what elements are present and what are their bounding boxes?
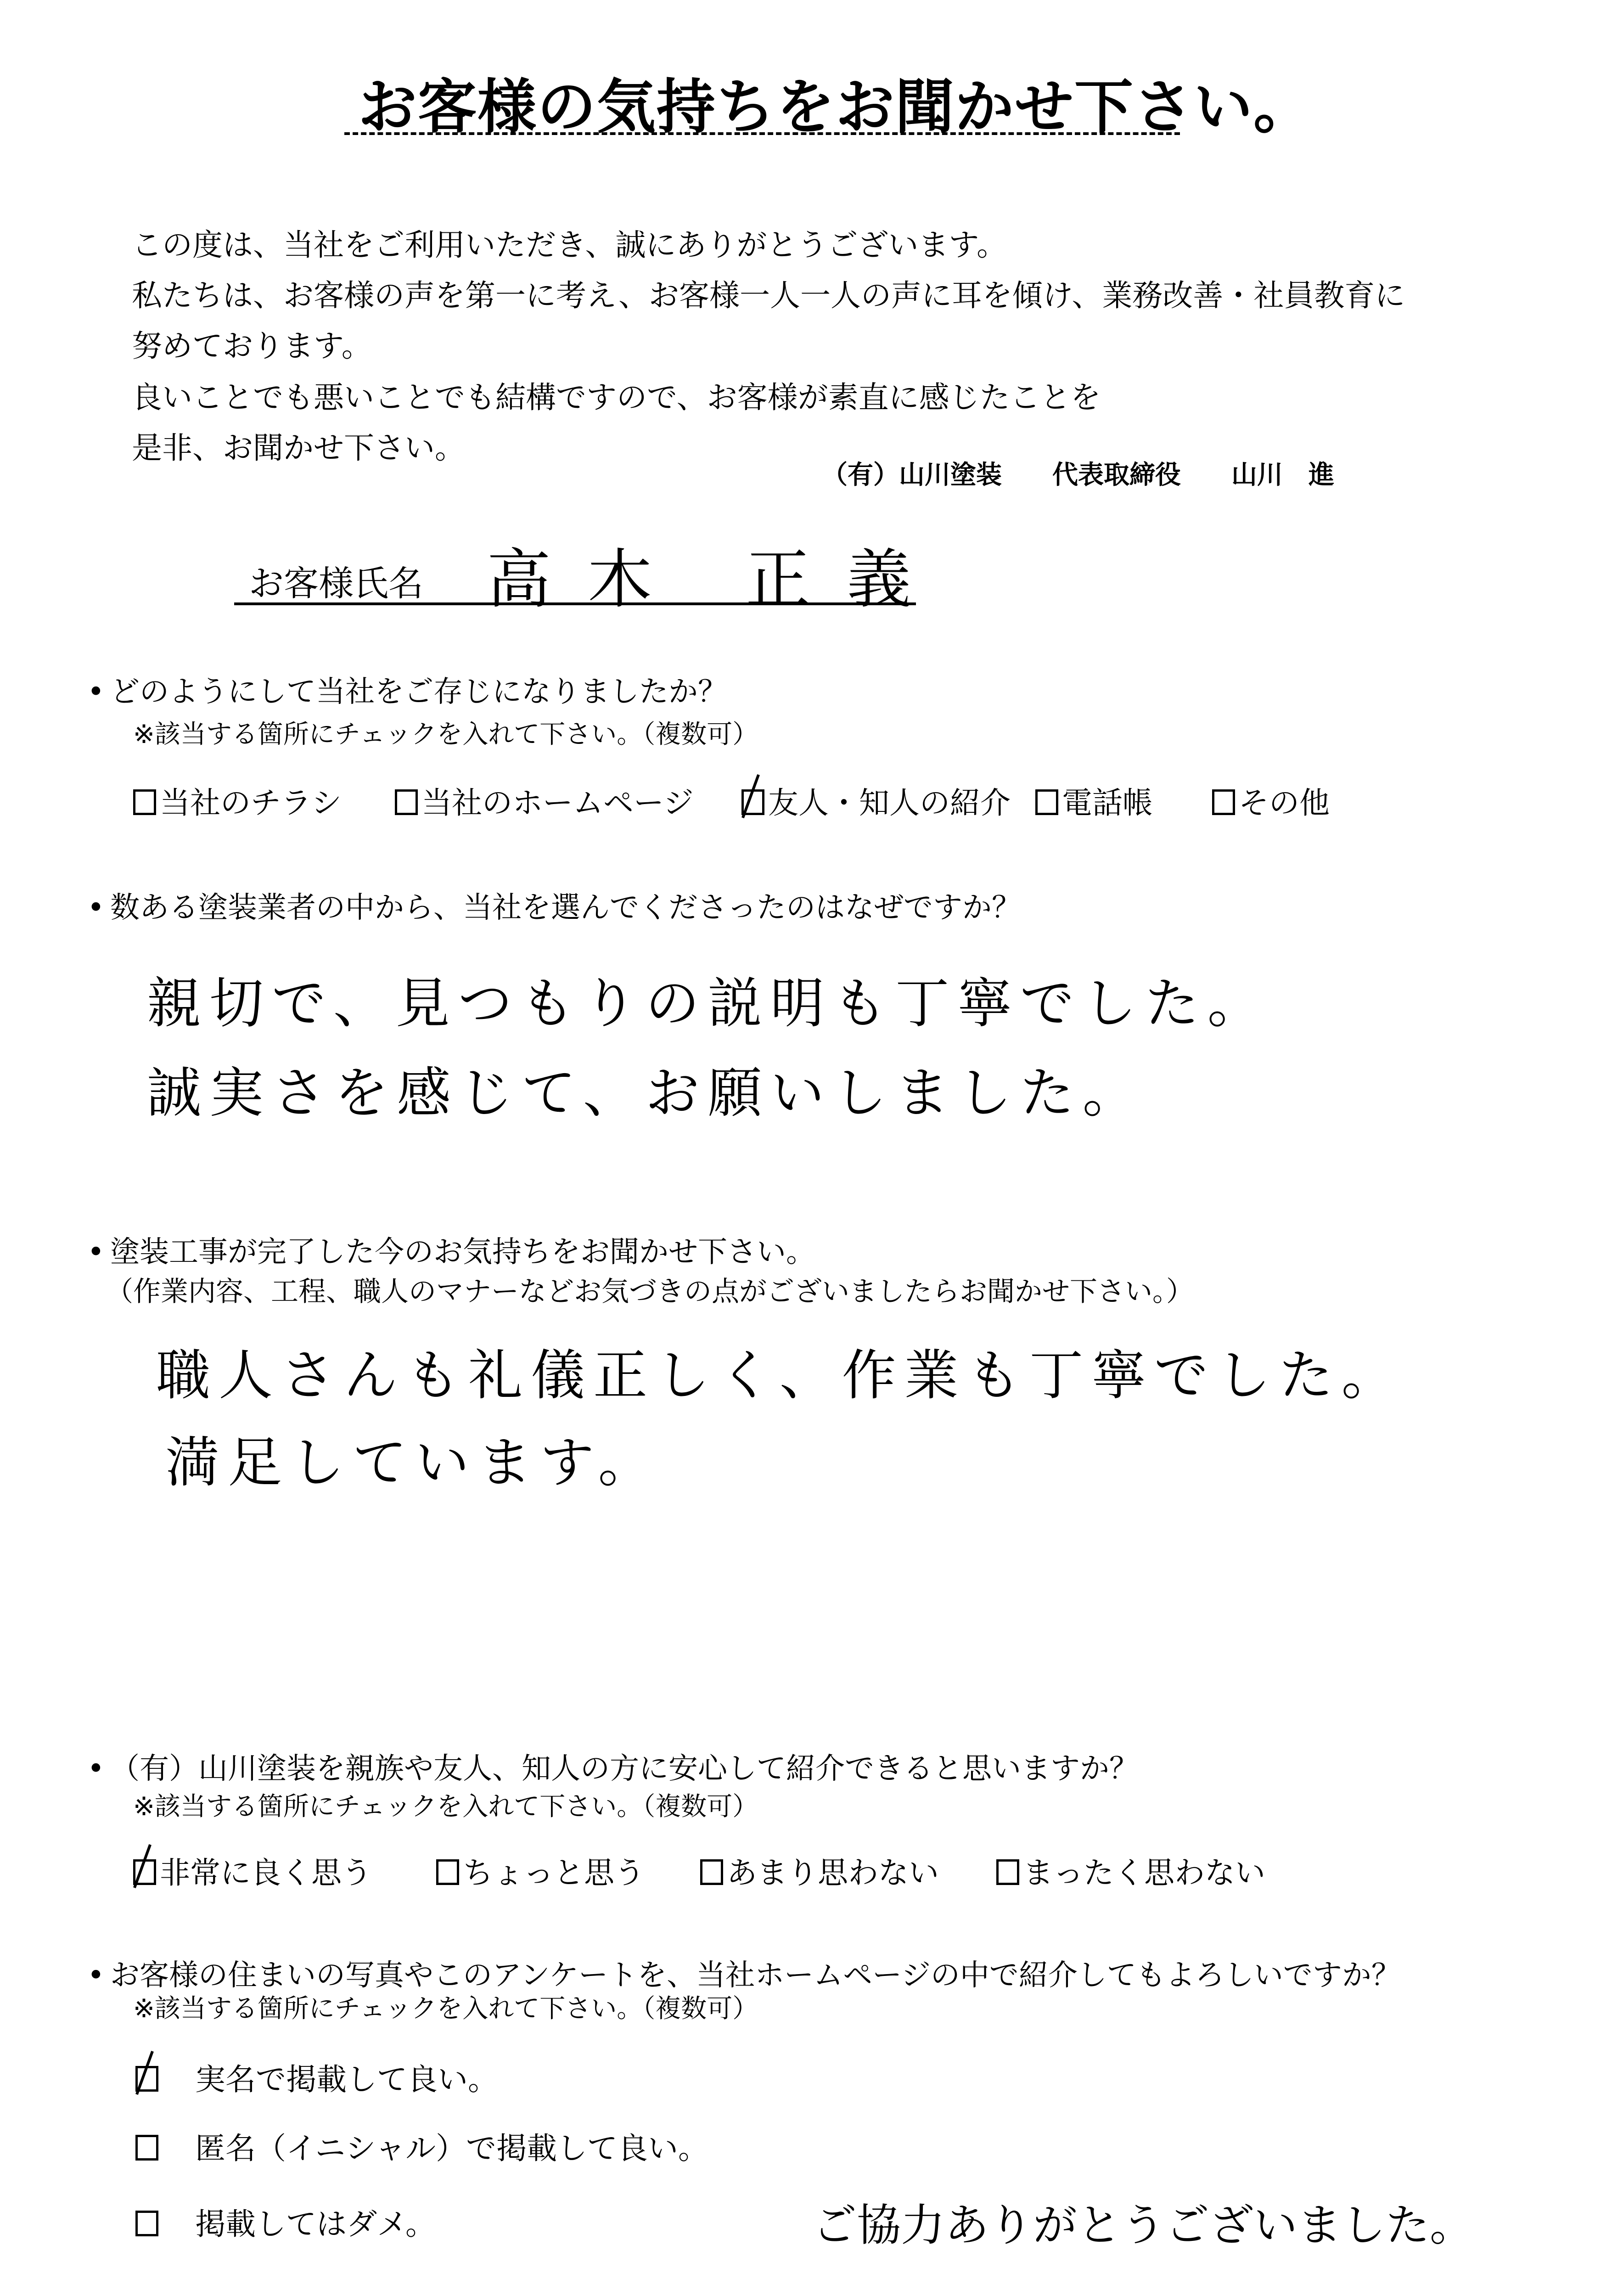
question-4: • （有）山川塗装を親族や友人、知人の方に安心して紹介できると思いますか？ [87, 1752, 1139, 1786]
q1-option-other[interactable] [1212, 778, 1330, 822]
signer-name: 山川 進 [1231, 460, 1334, 490]
question-4-text: （有）山川塗装を親族や友人、知人の方に安心して紹介できると思いますか？ [110, 1752, 1139, 1786]
signature [822, 455, 1334, 491]
page-title: お客様の気持ちをお聞かせ下さい。 [358, 73, 1314, 141]
checkbox[interactable] [1212, 789, 1235, 815]
checkbox[interactable] [436, 1859, 459, 1885]
question-1-text: どのようにして当社をご存じになりましたか？ [110, 675, 727, 709]
question-1-note: ※該当する箇所にチェックを入れて下さい。（複数可） [133, 720, 758, 749]
question-5: • お客様の住まいの写真やこのアンケートを、当社ホームページの中で紹介してもよろしいですか？ [87, 1958, 1401, 1992]
checkbox-checked[interactable] [135, 2066, 158, 2092]
q5-option-anonymous[interactable] [135, 2124, 708, 2167]
checkbox[interactable] [700, 1859, 723, 1885]
signer-role: 代表取締役 [1052, 460, 1181, 490]
checkbox[interactable] [996, 1859, 1019, 1885]
checkbox[interactable] [135, 2211, 158, 2236]
question-5-note: ※該当する箇所にチェックを入れて下さい。（複数可） [133, 1994, 758, 2024]
q4-option-not-at-all[interactable] [996, 1848, 1265, 1892]
checkbox[interactable] [395, 789, 418, 815]
intro-line: この度は、当社をご利用いただき、誠にありがとうございます。 [132, 227, 1007, 263]
q1-option-homepage[interactable] [395, 778, 694, 822]
q4-option-not-much[interactable] [700, 1848, 939, 1892]
question-3-answer-line[interactable]: 職人さんも礼儀正しく、作業も丁寧でした。 [156, 1344, 1404, 1407]
checkbox[interactable] [1035, 789, 1058, 815]
question-1: • どのようにして当社をご存じになりましたか？ [87, 675, 727, 709]
option-label: 友人・知人の紹介 [768, 785, 1011, 821]
option-label: 匿名（イニシャル）で掲載して良い。 [195, 2131, 709, 2166]
intro-line: 是非、お聞かせ下さい。 [132, 430, 465, 466]
question-2-answer-line[interactable]: 誠実さを感じて、お願いしました。 [147, 1061, 1145, 1125]
question-5-text: お客様の住まいの写真やこのアンケートを、当社ホームページの中で紹介してもよろしいですか？ [110, 1958, 1401, 1992]
intro-line: 良いことでも悪いことでも結構ですので、お客様が素直に感じたことを [132, 380, 1101, 415]
question-3-answer-line[interactable]: 満足しています。 [165, 1431, 661, 1494]
intro-line: 私たちは、お客様の声を第一に考え、お客様一人一人の声に耳を傾け、業務改善・社員教育に [132, 278, 1405, 313]
option-label: 掲載してはダメ。 [195, 2206, 436, 2242]
option-label: ちょっと思う [463, 1855, 645, 1891]
q1-option-referral[interactable] [741, 778, 1011, 822]
closing-message: ご協力ありがとうございました。 [813, 2200, 1474, 2251]
checkbox-checked[interactable] [133, 1859, 156, 1885]
option-label: まったく思わない [1023, 1855, 1265, 1891]
option-label: 電話帳 [1062, 785, 1153, 821]
checkbox-checked[interactable] [741, 789, 764, 815]
q1-option-phonebook[interactable] [1035, 778, 1153, 822]
question-2-answer-line[interactable]: 親切で、見つもりの説明も丁寧でした。 [147, 972, 1270, 1035]
question-3-note: （作業内容、工程、職人のマナーなどお気づきの点がございましたらお聞かせ下さい。） [106, 1276, 1194, 1308]
question-3: • 塗装工事が完了した今のお気持ちをお聞かせ下さい。 [87, 1235, 815, 1269]
option-label: 実名で掲載して良い。 [195, 2062, 498, 2097]
option-label: あまり思わない [727, 1855, 939, 1891]
title-divider [344, 132, 1180, 135]
intro-line: 努めております。 [132, 328, 372, 364]
company-name: （有）山川塗装 [822, 460, 1002, 490]
customer-name-value[interactable]: 高木 正義 [487, 542, 948, 617]
option-label: 当社のチラシ [160, 785, 342, 821]
q4-option-very[interactable] [133, 1848, 372, 1892]
question-2: • 数ある塗装業者の中から、当社を選んでくださったのはなぜですか？ [87, 891, 1021, 925]
option-label: 当社のホームページ [421, 785, 694, 821]
question-2-text: 数ある塗装業者の中から、当社を選んでくださったのはなぜですか？ [110, 891, 1021, 925]
question-4-note: ※該当する箇所にチェックを入れて下さい。（複数可） [133, 1792, 758, 1822]
q5-option-real-name[interactable] [135, 2055, 498, 2099]
option-label: その他 [1239, 785, 1330, 821]
checkbox[interactable] [133, 789, 156, 815]
q1-option-flyer[interactable] [133, 778, 342, 822]
q4-option-somewhat[interactable] [436, 1848, 645, 1892]
question-3-text: 塗装工事が完了した今のお気持ちをお聞かせ下さい。 [110, 1235, 815, 1269]
customer-name-underline [234, 602, 916, 605]
customer-name-label: お客様氏名 [249, 563, 423, 604]
q5-option-no[interactable] [135, 2200, 436, 2243]
option-label: 非常に良く思う [160, 1855, 372, 1891]
checkbox[interactable] [135, 2135, 158, 2161]
